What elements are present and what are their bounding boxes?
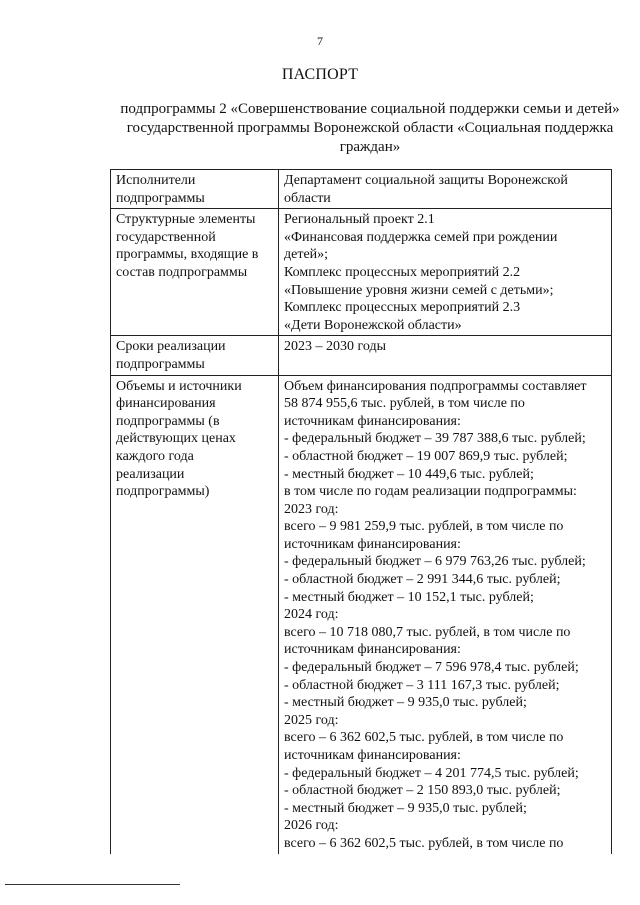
row-label-cell [111, 209, 279, 336]
row-label-line: действующих ценах [116, 431, 236, 447]
row-label-line: каждого года [116, 448, 194, 464]
table-row [111, 375, 612, 854]
row-value-line: 2023 год: [284, 501, 339, 517]
row-value-cell [279, 336, 612, 375]
row-label-line: подпрограммы (в [116, 413, 220, 429]
row-value-line: всего – 9 981 259,9 тыс. рублей, в том числе по [284, 519, 564, 535]
row-value-line: - областной бюджет – 2 150 893,0 тыс. рублей; [284, 783, 561, 799]
row-value-line: области [284, 190, 331, 206]
row-label-line: подпрограммы [116, 190, 205, 206]
row-value-line: детей»; [284, 247, 329, 263]
row-label-line: программы, входящие в [116, 247, 259, 263]
row-value-line: 2026 год: [284, 818, 339, 834]
row-value-line: 2025 год: [284, 712, 339, 728]
subtitle-line: государственной программы Воронежской области «Социальная поддержка [126, 120, 614, 136]
row-value-line: всего – 6 362 602,5 тыс. рублей, в том числе по [284, 730, 564, 746]
row-value-line: всего – 6 362 602,5 тыс. рублей, в том числе по [284, 835, 564, 851]
row-value-cell [279, 170, 612, 209]
row-value-line: - областной бюджет – 2 991 344,6 тыс. рублей; [284, 572, 561, 588]
row-value-line: источникам финансирования: [284, 413, 461, 429]
row-label-line: Исполнители [116, 173, 196, 188]
row-value-line: Объем финансирования подпрограммы составляет [284, 378, 587, 394]
row-value-line: - федеральный бюджет – 4 201 774,5 тыс. рублей; [284, 765, 579, 781]
row-value-line: «Повышение уровня жизни семей с детьми»; [284, 282, 554, 298]
row-value-line: источникам финансирования: [284, 642, 461, 658]
row-value-line: Комплекс процессных мероприятий 2.3 [284, 300, 521, 316]
row-label-line: состав подпрограммы [116, 264, 248, 280]
passport-table-body [111, 170, 612, 854]
row-value-line: источникам финансирования: [284, 536, 461, 552]
page-number: 7 [317, 34, 323, 48]
row-value-line: 58 874 955,6 тыс. рублей, в том числе по [284, 396, 525, 412]
row-value-line: - федеральный бюджет – 39 787 388,6 тыс. рублей; [284, 431, 586, 447]
row-value-cell [279, 375, 612, 854]
document-subtitle [100, 100, 640, 157]
row-label-cell [111, 375, 279, 854]
row-value-cell [279, 209, 612, 336]
row-value-line: - местный бюджет – 10 152,1 тыс. рублей; [284, 589, 534, 605]
row-label-cell [111, 170, 279, 209]
row-value-line: - областной бюджет – 3 111 167,3 тыс. рублей; [284, 677, 560, 693]
row-value-line: - федеральный бюджет – 6 979 763,26 тыс. рублей; [284, 554, 586, 570]
table-row [111, 209, 612, 336]
row-value-line: источникам финансирования: [284, 748, 461, 763]
table-row [111, 170, 612, 209]
row-label-line: Сроки реализации [116, 339, 226, 355]
row-value-line: «Дети Воронежской области» [284, 317, 462, 333]
row-value-line: Комплекс процессных мероприятий 2.2 [284, 264, 521, 280]
row-value-line: - местный бюджет – 9 935,0 тыс. рублей; [284, 695, 527, 711]
subtitle-line: граждан» [339, 139, 401, 155]
row-label-line: Структурные элементы [116, 212, 256, 228]
row-label-line: государственной [116, 229, 216, 245]
subtitle-line: подпрограммы 2 «Совершенствование социальной поддержки семьи и детей» [120, 101, 620, 117]
row-value-line: всего – 10 718 080,7 тыс. рублей, в том числе по [284, 624, 571, 640]
row-value-line: - местный бюджет – 10 449,6 тыс. рублей; [284, 466, 534, 482]
document-title: ПАСПОРТ [281, 66, 359, 83]
row-value-line: Региональный проект 2.1 [284, 212, 435, 228]
row-value-line: «Финансовая поддержка семей при рождении [284, 229, 558, 245]
row-label-line: реализации [116, 466, 185, 482]
row-label-line: подпрограммы) [116, 484, 210, 500]
row-value-line: 2024 год: [284, 607, 339, 623]
row-label-line: подпрограммы [116, 356, 205, 372]
row-value-line: 2023 – 2030 годы [284, 339, 387, 355]
row-value-line: - местный бюджет – 9 935,0 тыс. рублей; [284, 800, 527, 816]
row-value-line: Департамент социальной защиты Воронежской [284, 173, 568, 188]
row-value-line: - федеральный бюджет – 7 596 978,4 тыс. рублей; [284, 660, 579, 676]
passport-table [110, 169, 612, 854]
row-value-line: в том числе по годам реализации подпрограммы: [284, 484, 577, 500]
row-label-line: финансирования [116, 396, 216, 412]
row-label-cell [111, 336, 279, 375]
footnote-separator [5, 884, 180, 885]
row-value-line: - областной бюджет – 19 007 869,9 тыс. рублей; [284, 448, 568, 464]
row-label-line: Объемы и источники [116, 378, 242, 394]
table-row [111, 336, 612, 375]
